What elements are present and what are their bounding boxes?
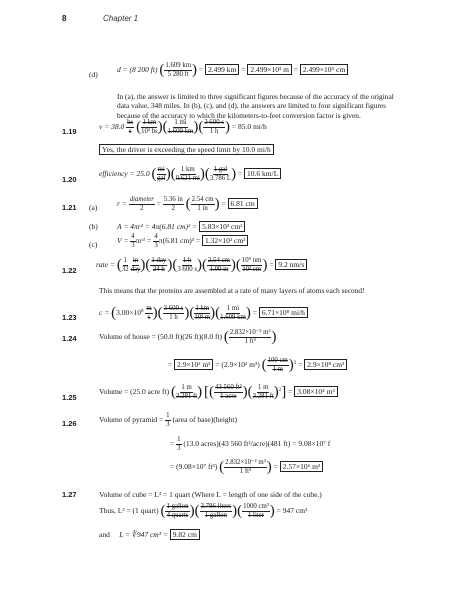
problem-number: 1.27 [62,490,77,499]
equation-22: rate = ( $\frac{1}{32}$ $\frac{in}{\text{day}}$ )( $\frac{\text{1 day}}{24 h}$ )( $\frac{1 h}{3 600 s}$ )( $\frac{2.54 cm}{1.00 in}$ )( $\frac{\text{10⁹ nm}}{\text{10² cm}}$ ) = 9.2 nm/s [96,257,307,274]
chapter-label: Chapter 1 [103,14,139,23]
problem-number: 1.23 [62,313,77,322]
problem-number: 1.21 [62,203,77,212]
answer-box: 2.57×10⁶ m³ [280,461,323,472]
problem-number: 1.24 [62,334,77,343]
answer-box: 9.82 cm [170,529,200,540]
part-d-label: (d) [89,70,98,79]
problem-number: 1.25 [62,393,77,402]
answer-box: 9.2 nm/s [275,259,307,270]
equation-21c: V = $\frac{4}{3}$ πr³ = $\frac{4}{3}$ π(6.81 cm)³ = 1.32×10³ cm³ [117,233,248,250]
equation-24a: Volume of house = (50.0 ft)(26 ft)(8.0 ft) ( $\frac{\text{2.832×10⁻² m³}}{\text{1 ft³}}$ ) [99,329,277,345]
answer-box: 6.81 cm [228,198,258,209]
equation-23: $c = (3.00\times 10^8$ $\frac{m}{s}$ )( $\frac{3 600 s}{1 h}$ )( $\frac{1 km}{\text{10³ m}}$ )( $\frac{1 mi}{1.609 km}$ ) = 6.71×10⁸ mi/h [99,305,308,322]
equation-27b: Thus, L³ = (1 quart) ( $\frac{\text{1 gallon}}{\text{4 quarts}}$ )( $\frac{\text{3.786 liters}}{\text{1 gallon}}$ )( $\frac{\text{1000 cm³}}{\text{1 liter}}$ ) = 947 cm³ [99,503,308,519]
conclusion-box: Yes, the driver is exceeding the speed limit by 10.0 mi/h [99,144,274,155]
equation-20: efficiency = 25.0 ( $\frac{mi}{\text{gal}}$ )( $\frac{1 km}{0.621 mi}$ )( $\frac{\text{1 gal}}{3.786 L}$ ) = 10.6 km/L [99,166,281,183]
equation-24b: = 2.9×10² m³ = (2.9×10² m³) ( $\frac{100 cm}{1 m}$ )$^3$ = 2.9×10⁸ cm³ [168,357,347,374]
problem-number: 1.19 [62,127,77,136]
problem-number: 1.26 [62,419,77,428]
part-b-label: (b) [89,222,98,231]
equation-26c: = (9.08×10⁷ ft³) ( $\frac{\text{2.832×10⁻² m³}}{\text{1 ft³}}$ ) = 2.57×10⁶ m³ [170,459,323,476]
fraction: $\frac{1.609 km}{5 280 ft}$ [165,62,192,78]
equation-lhs: d = (8 200 ft) [117,65,158,75]
equation-26b: = $\frac{1}{3}$ (13.0 acres)(43 560 ft²/acre)(481 ft) = 9.08×10⁷ f [170,436,331,452]
equation-21a: r = $\frac{\text{diameter}}{2}$ = $\frac{5.36 in}{2}$ ( $\frac{2.54 cm}{1 in}$ ) = 6.81 cm [117,196,258,213]
equation-27a: Volume of cube = L³ = 1 quart (Where L = length of one side of the cube.) [99,490,322,499]
part-a-label: (a) [89,203,98,212]
equation-26a: Volume of pyramid = $\frac{1}{3}$ (area of base)(height) [99,412,237,428]
problem-number: 1.22 [62,266,77,275]
answer-box: 2.499 km [205,64,239,75]
equation-19: v = 38.0 $\frac{bs}{s}$ ( $\frac{1 km}{\text{10³ bs}}$ )( $\frac{1 mi}{1.609 km}$ )( $\frac{3 600 s}{1 h}$ ) = 85.0 mi/h [99,119,267,135]
answer-box: 10.6 km/L [244,168,281,179]
equation-18d: d = (8 200 ft) ( $\frac{1.609 km}{5 280 ft}$ ) = 2.499 km = 2.499×10³ m = 2.499×10⁵ cm [117,62,348,79]
explanation-paragraph: This means that the proteins are assembled at a rate of many layers of atoms each second! [99,286,365,295]
answer-box: 6.71×10⁸ mi/h [259,307,308,318]
page-number: 8 [62,14,67,23]
problem-number: 1.20 [62,175,77,184]
answer-box: 2.499×10³ m [247,64,292,75]
answer-box: 2.9×10² m³ [174,359,213,370]
equation-27c: and L = ∛947 cm³ = 9.82 cm [99,530,200,539]
explanation-paragraph: In (a), the answer is limited to three significant figures because of the accuracy of the original data value, 348 miles. In (b), (c), and (d), the answers are limited to four significant figures because of the accuracy to which the kilometers-to-feet conversion factor is given. [117,92,394,120]
answer-box: 5.83×10² cm² [199,221,245,232]
equation-25: Volume = (25.0 acre ft) ( $\frac{1 m}{3.281 ft}$ ) [( $\frac{\text{43 560 ft²}}{\text{1 acre}}$ )( $\frac{1 m}{3.281 ft}$ )$^2$] = 3.08×10⁴ m³ [99,384,338,401]
equation-21b: A = 4πr² = 4π(6.81 cm)² = 5.83×10² cm² [117,222,245,231]
part-c-label: (c) [89,240,98,249]
answer-box: 1.32×10³ cm³ [202,235,248,246]
answer-box: 2.499×10⁵ cm [300,64,348,75]
answer-box: 3.08×10⁴ m³ [294,386,337,397]
answer-box: 2.9×10⁸ cm³ [304,359,347,370]
